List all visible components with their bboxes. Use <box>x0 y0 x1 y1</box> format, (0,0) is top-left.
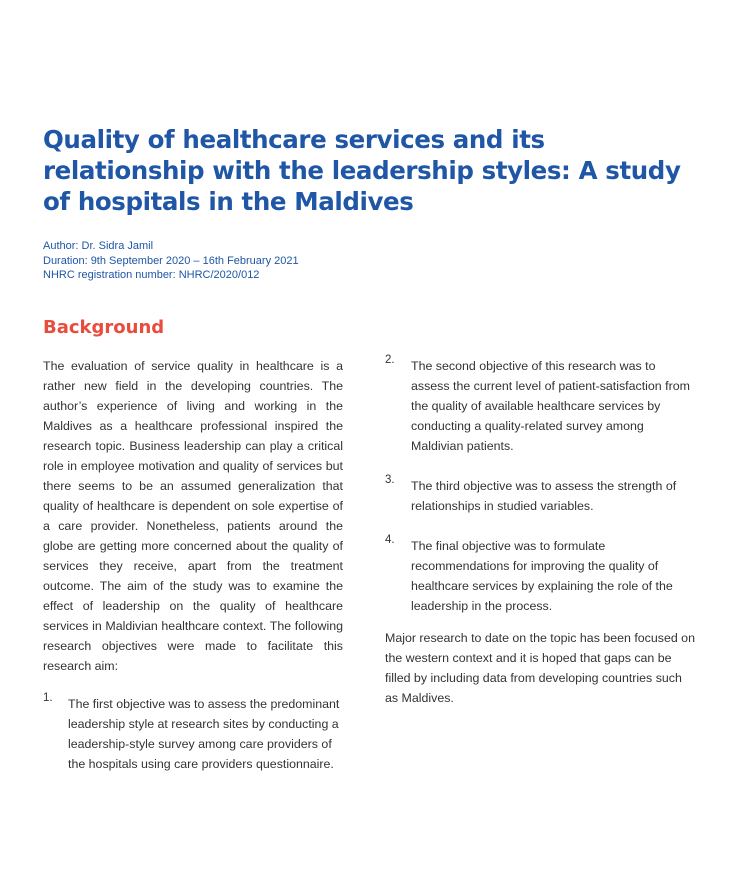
study-meta <box>43 239 299 283</box>
objective-number: 1. <box>43 692 53 704</box>
objective-text: The second objective of this research was to assess the current level of patient-satisfaction from the quality of available healthcare services by conducting a quality-related survey among Maldivian patients. <box>411 359 690 453</box>
objective-number: 4. <box>385 534 395 546</box>
objective-item-1 <box>43 694 343 774</box>
objective-item-4 <box>385 536 695 616</box>
background-intro: The evaluation of service quality in healthcare is a rather new field in the developing countries. The author’s experience of living and working in the Maldives as a healthcare professional inspired the research topic. Business leadership can play a critical role in employee motivation and quality of services but there seems to be an assumed generalization that quality of healthcare is dependent on sole expertise of a care provider. Nonetheless, patients around the globe are getting more concerned about the quality of services they receive, apart from the treatment outcome. The aim of the study was to examine the effect of leadership on the quality of healthcare services in Maldivian healthcare context. The following research objectives were made to facilitate this research aim: <box>43 359 343 673</box>
objective-number: 3. <box>385 474 395 486</box>
objective-text: The final objective was to formulate recommendations for improving the quality of healthcare services by explaining the role of the leadership in the process. <box>411 539 673 613</box>
objective-item-3 <box>385 476 695 516</box>
right-column <box>385 356 695 708</box>
closing-paragraph: Major research to date on the topic has been focused on the western context and it is hoped that gaps can be filled by including data from developing countries such as Maldives. <box>385 631 695 705</box>
objective-item-2 <box>385 356 695 456</box>
left-column <box>43 356 343 774</box>
objective-number: 2. <box>385 354 395 366</box>
objective-text: The third objective was to assess the strength of relationships in studied variables. <box>411 479 677 513</box>
duration-line: Duration: 9th September 2020 – 16th February 2021 <box>43 254 299 267</box>
author-line: Author: Dr. Sidra Jamil <box>43 240 154 252</box>
registration-line: NHRC registration number: NHRC/2020/012 <box>43 269 260 281</box>
background-heading: Background <box>43 317 165 338</box>
document-title: Quality of healthcare services and its relationship with the leadership styles: A study of hospitals in the Maldives <box>43 125 681 216</box>
objective-text: The first objective was to assess the predominant leadership style at research sites by conducting a leadership-style survey among care providers of the hospitals using care providers questionnaire. <box>68 697 340 771</box>
